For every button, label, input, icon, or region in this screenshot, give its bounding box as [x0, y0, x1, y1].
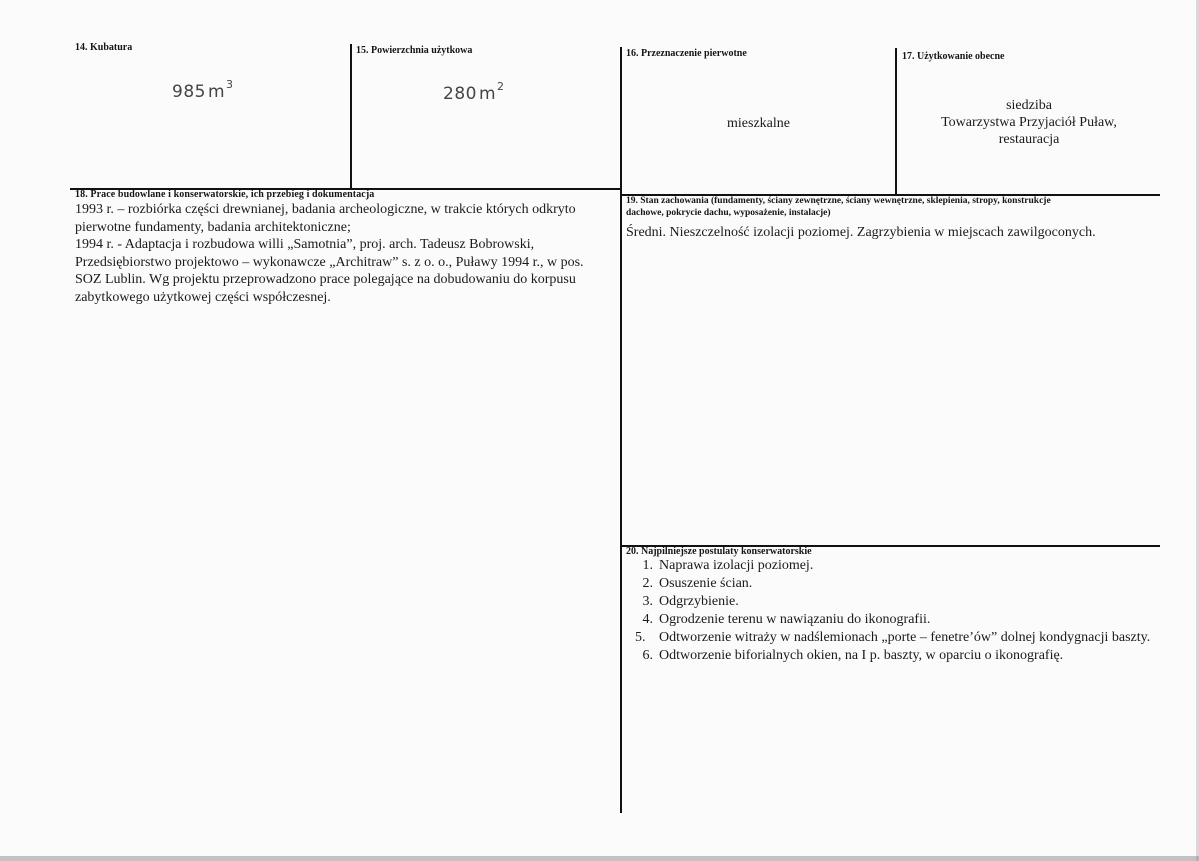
field-14-number: 985 — [172, 82, 206, 102]
list-item-number: 1. — [642, 558, 653, 573]
field-14-unit: m — [207, 82, 226, 102]
field-16-value: mieszkalne — [727, 116, 790, 131]
field-17-label: 17. Użytkowanie obecne — [902, 51, 1005, 62]
field-15-unit: m — [478, 84, 497, 104]
vertical-divider-14-15 — [350, 44, 352, 188]
field-20-list — [635, 557, 1157, 665]
field-18-line-5: SOZ Lublin. Wg projektu przeprowadzono prace polegające na dobudowaniu do korpusu — [75, 272, 576, 287]
list-item — [635, 611, 1157, 629]
field-20-label: 20. Najpilniejsze postulaty konserwatorskie — [626, 546, 812, 557]
vertical-divider-16-17 — [895, 48, 897, 194]
list-item-text: Ogrodzenie terenu w nawiązaniu do ikonografii. — [659, 612, 931, 627]
list-item-number: 5. — [635, 630, 646, 645]
list-item-number: 4. — [642, 612, 653, 627]
field-18-line-6: zabytkowego użytkowej części współczesnej. — [75, 289, 331, 305]
field-19-text: Średni. Nieszczelność izolacji poziomej. Zagrzybienia w miejscach zawilgoconych. — [626, 225, 1096, 240]
list-item — [635, 647, 1157, 665]
list-item — [635, 593, 1157, 611]
field-18-line-3: 1994 r. - Adaptacja i rozbudowa willi „Samotnia”, proj. arch. Tadeusz Bobrowski, — [75, 237, 535, 252]
field-15-number: 280 — [443, 84, 477, 104]
list-item-text: Odtworzenie witraży w nadślemionach „porte – fenetre’ów” dolnej kondygnacji baszty. — [659, 630, 1151, 645]
scan-edge-bottom — [0, 856, 1199, 861]
field-17-line-3: restauracja — [998, 132, 1060, 147]
field-15-label: 15. Powierzchnia użytkowa — [356, 45, 473, 56]
field-16-label: 16. Przeznaczenie pierwotne — [626, 48, 747, 59]
field-18-line-1: 1993 r. – rozbiórka części drewnianej, badania archeologiczne, w trakcie których odkryto — [75, 202, 576, 217]
field-17-line-2: Towarzystwa Przyjaciół Puław, — [941, 115, 1117, 130]
field-17-line-1: siedziba — [1006, 98, 1052, 113]
field-18-line-4: Przedsiębiorstwo projektowo – wykonawcze „Architraw” s. z o. o., Puławy 1994 r., w pos. — [75, 254, 584, 270]
field-18-line-2: pierwotne fundamenty, badania architektoniczne; — [75, 219, 351, 235]
field-15-value — [443, 80, 505, 104]
list-item-number: 6. — [642, 648, 653, 663]
field-15-unit-exponent: 2 — [497, 80, 505, 93]
field-19-label-line-1: 19. Stan zachowania (fundamenty, ściany zewnętrzne, ściany wewnętrzne, sklepienia, stropy, konstrukcje — [626, 196, 1051, 206]
list-item-text: Naprawa izolacji poziomej. — [659, 558, 814, 573]
list-item-text: Osuszenie ścian. — [659, 576, 753, 591]
list-item-number: 3. — [642, 594, 653, 609]
vertical-divider-15-16 — [620, 47, 622, 813]
list-item-number: 2. — [642, 576, 653, 591]
list-item — [635, 629, 1157, 647]
field-18-label: 18. Prace budowlane i konserwatorskie, ich przebieg i dokumentacja — [75, 189, 375, 200]
field-14-unit-exponent: 3 — [226, 78, 234, 91]
field-14-value — [172, 78, 234, 102]
field-14-label: 14. Kubatura — [75, 42, 133, 53]
field-19-label-line-2: dachowe, pokrycie dachu, wyposażenie, instalacje) — [626, 208, 831, 218]
field-17-value — [900, 97, 1158, 148]
list-item — [635, 557, 1157, 575]
field-18-text — [75, 201, 615, 306]
list-item-text: Odgrzybienie. — [659, 594, 739, 609]
list-item — [635, 575, 1157, 593]
list-item-text: Odtworzenie biforialnych okien, na I p. baszty, w oparciu o ikonografię. — [659, 648, 1064, 663]
